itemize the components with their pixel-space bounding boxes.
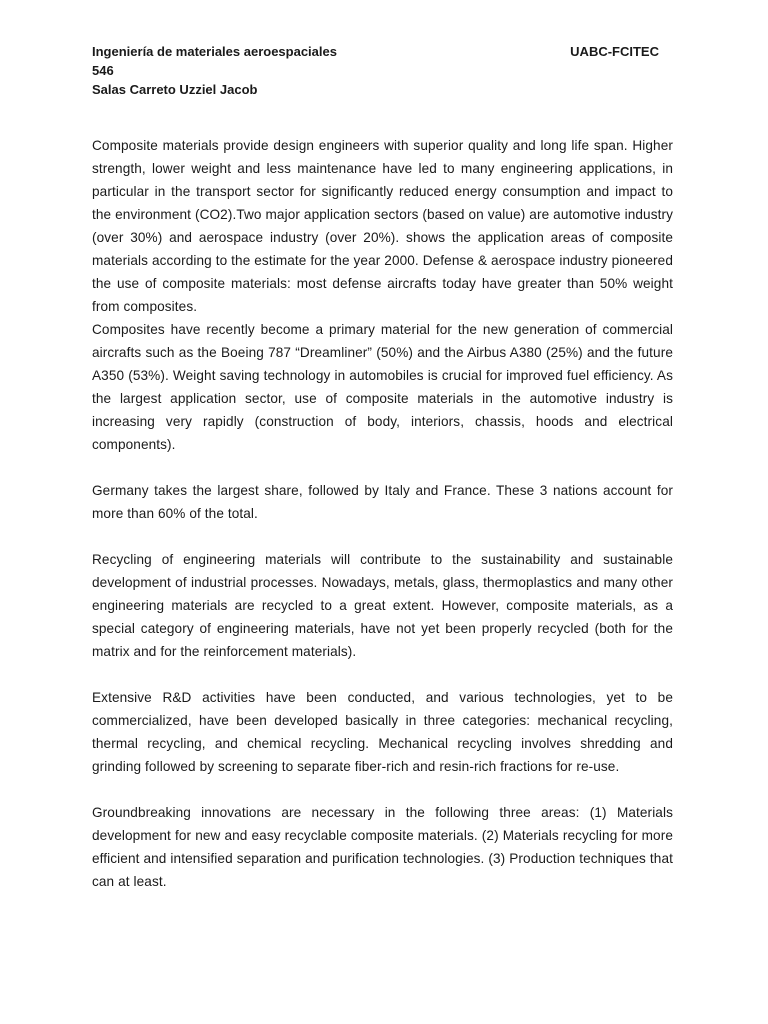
paragraph-germany: Germany takes the largest share, followed by Italy and France. These 3 nations account for more than 60% of the total. [92,483,673,521]
paragraph-spacer [92,456,673,479]
paragraph-spacer [92,663,673,686]
document-body [92,134,673,893]
paragraph-spacer [92,778,673,801]
course-number: 546 [92,63,114,78]
paragraph-spacer [92,525,673,548]
paragraph-rnd: Extensive R&D activities have been conducted, and various technologies, yet to be commercialized, have been developed basically in three categories: mechanical recycling, thermal recycling, and chemical recycling. Mechanical recycling involves shredding and grinding followed by screening to separate fiber-rich and resin-rich fractions for re-use. [92,690,673,774]
paragraph-innovations: Groundbreaking innovations are necessary in the following three areas: (1) Materials development for new and easy recyclable composite materials. (2) Materials recycling for more efficient and intensified separation and purification technologies. (3) Production techniques that can at least. [92,805,673,889]
header-row-top [92,42,672,61]
institution-label: UABC-FCITEC [570,44,659,59]
author-name: Salas Carreto Uzziel Jacob [92,82,258,97]
paragraph-aircraft: Composites have recently become a primary material for the new generation of commercial aircrafts such as the Boeing 787 “Dreamliner” (50%) and the Airbus A380 (25%) and the future A350 (53%). Weight saving technology in automobiles is crucial for improved fuel efficiency. As the largest application sector, use of composite materials in the automotive industry is increasing very rapidly (construction of body, interiors, chassis, hoods and electrical components). [92,322,673,452]
paragraph-intro: Composite materials provide design engineers with superior quality and long life span. Higher strength, lower weight and less maintenance have led to many engineering applications, in particular in the transport sector for significantly reduced energy consumption and impact to the environment (CO2).Two major application sectors (based on value) are automotive industry (over 30%) and aerospace industry (over 20%). shows the application areas of composite materials according to the estimate for the year 2000. Defense & aerospace industry pioneered the use of composite materials: most defense aircrafts today have greater than 50% weight from composites. [92,138,673,314]
course-title: Ingeniería de materiales aeroespaciales [92,44,337,59]
document-header [92,42,672,99]
paragraph-recycling: Recycling of engineering materials will contribute to the sustainability and sustainable development of industrial processes. Nowadays, metals, glass, thermoplastics and many other engineering materials are recycled to a great extent. However, composite materials, as a special category of engineering materials, have not yet been properly recycled (both for the matrix and for the reinforcement materials). [92,552,673,659]
